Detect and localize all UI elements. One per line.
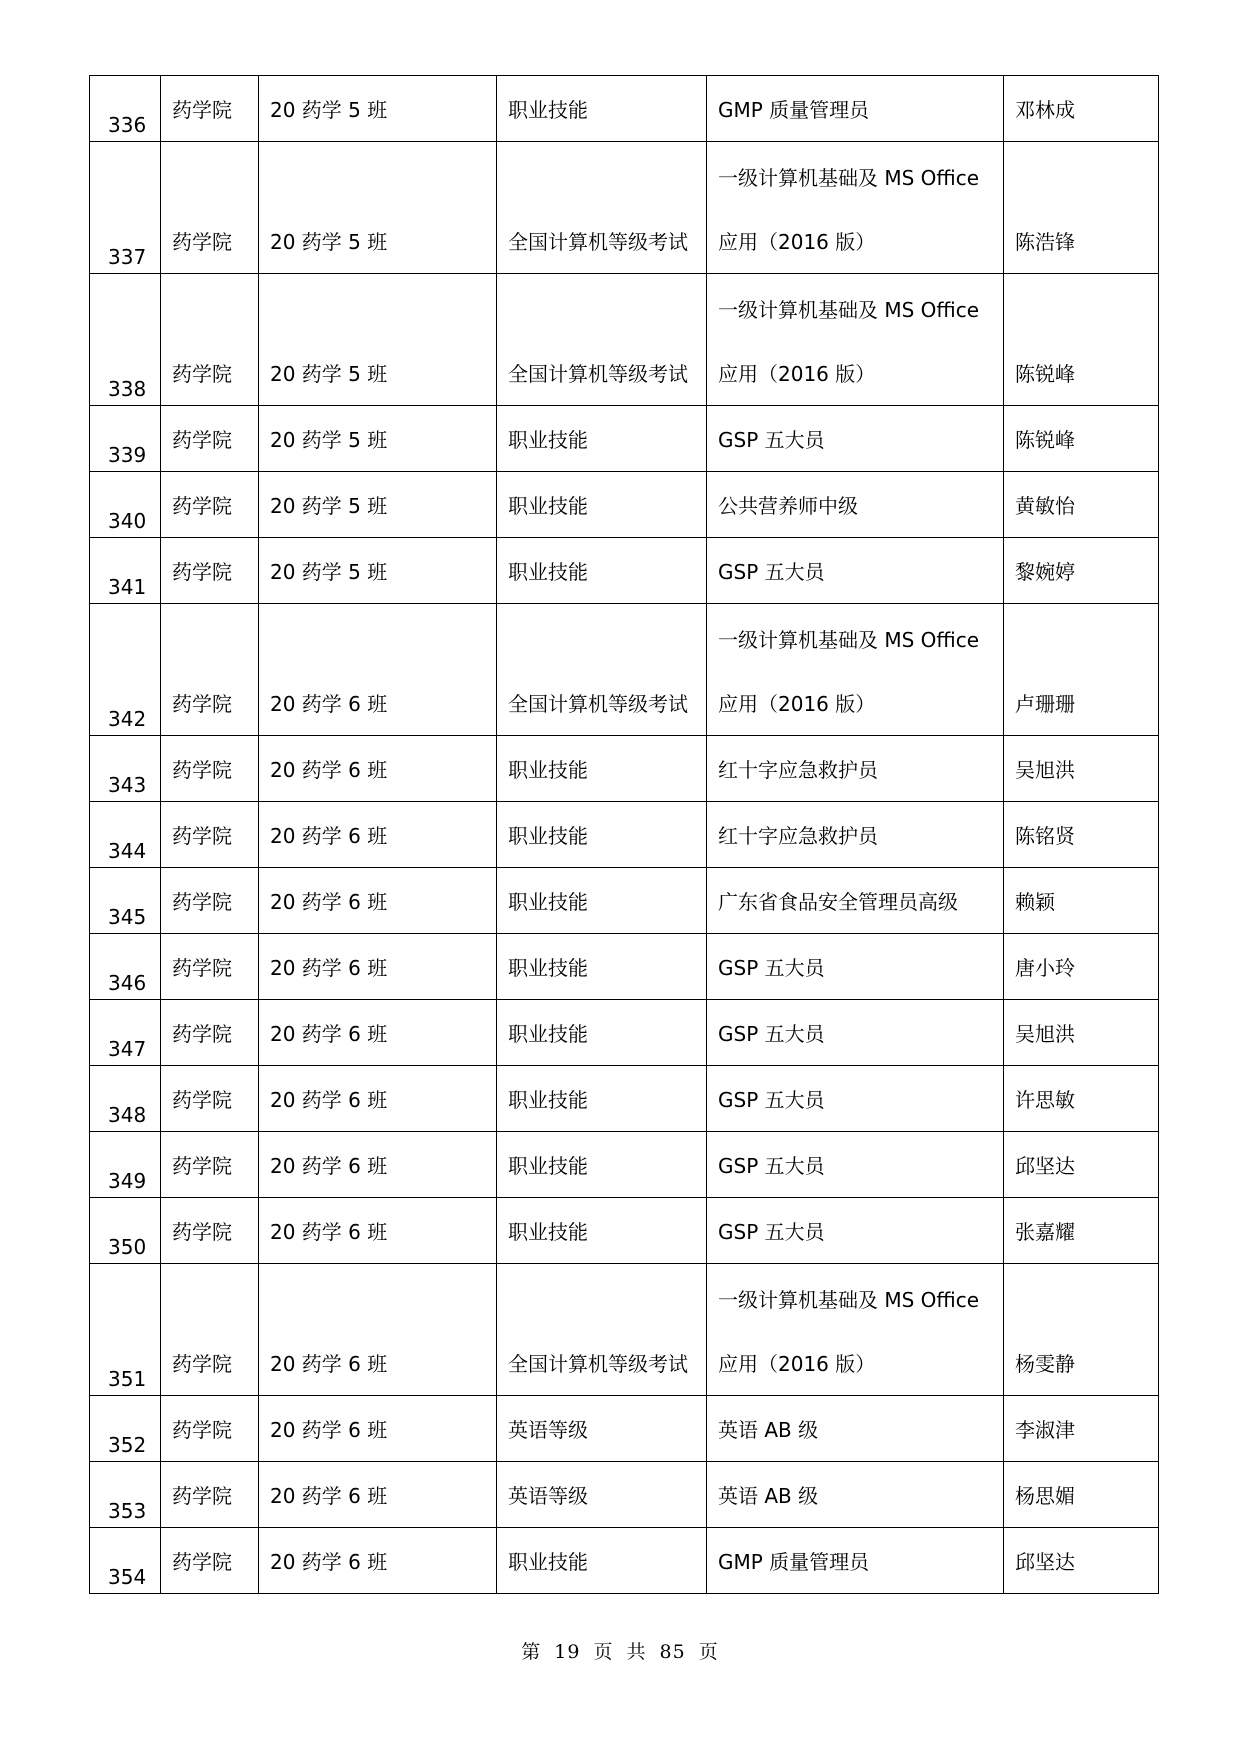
- category-cell: [497, 1528, 707, 1594]
- class-cell-text: 20 药学 6 班: [270, 1550, 388, 1574]
- records-table-wrapper: [89, 75, 1159, 1594]
- student-name-cell: [1004, 1528, 1159, 1594]
- row-number-text: 344: [108, 839, 147, 863]
- table-row: [90, 1198, 1159, 1264]
- college-cell: [161, 1066, 259, 1132]
- college-cell-text: 药学院: [172, 230, 232, 254]
- table-row: [90, 1132, 1159, 1198]
- certificate-cell: [707, 142, 1004, 274]
- table-row: [90, 76, 1159, 142]
- row-number: [90, 472, 161, 538]
- row-number: [90, 934, 161, 1000]
- category-cell: [497, 406, 707, 472]
- college-cell-text: 药学院: [172, 362, 232, 386]
- category-cell-text: 职业技能: [508, 98, 588, 122]
- category-cell: [497, 1000, 707, 1066]
- college-cell: [161, 604, 259, 736]
- college-cell: [161, 472, 259, 538]
- category-cell-text: 全国计算机等级考试: [508, 230, 688, 254]
- certificate-cell-text: GSP 五大员: [718, 956, 825, 980]
- category-cell-text: 职业技能: [508, 1154, 588, 1178]
- category-cell-text: 职业技能: [508, 428, 588, 452]
- certificate-cell: [707, 1396, 1004, 1462]
- category-cell-text: 职业技能: [508, 1220, 588, 1244]
- certificate-cell-text: GSP 五大员: [718, 428, 825, 452]
- certificate-cell: [707, 76, 1004, 142]
- college-cell-text: 药学院: [172, 1352, 232, 1376]
- category-cell: [497, 1066, 707, 1132]
- class-cell: [259, 1396, 497, 1462]
- row-number: [90, 802, 161, 868]
- class-cell: [259, 1132, 497, 1198]
- student-name-cell-text: 陈浩锋: [1015, 230, 1075, 254]
- category-cell: [497, 736, 707, 802]
- category-cell-text: 职业技能: [508, 824, 588, 848]
- class-cell: [259, 538, 497, 604]
- row-number-text: 351: [108, 1367, 147, 1391]
- student-name-cell-text: 邓林成: [1015, 98, 1075, 122]
- category-cell: [497, 1462, 707, 1528]
- category-cell-text: 职业技能: [508, 1088, 588, 1112]
- certificate-cell-text: GSP 五大员: [718, 1154, 825, 1178]
- certificate-cell: [707, 472, 1004, 538]
- college-cell-text: 药学院: [172, 428, 232, 452]
- row-number-text: 339: [108, 443, 147, 467]
- class-cell-text: 20 药学 5 班: [270, 98, 388, 122]
- row-number-text: 349: [108, 1169, 147, 1193]
- table-row: [90, 1396, 1159, 1462]
- table-row: [90, 934, 1159, 1000]
- college-cell: [161, 868, 259, 934]
- row-number-text: 338: [108, 377, 147, 401]
- class-cell-text: 20 药学 5 班: [270, 428, 388, 452]
- class-cell-text: 20 药学 5 班: [270, 494, 388, 518]
- student-name-cell: [1004, 1066, 1159, 1132]
- category-cell-text: 英语等级: [508, 1484, 588, 1508]
- table-row: [90, 1066, 1159, 1132]
- category-cell: [497, 76, 707, 142]
- certificate-line: 应用（2016 版）: [718, 692, 876, 716]
- class-cell: [259, 142, 497, 274]
- college-cell-text: 药学院: [172, 494, 232, 518]
- college-cell-text: 药学院: [172, 1550, 232, 1574]
- college-cell-text: 药学院: [172, 956, 232, 980]
- college-cell-text: 药学院: [172, 758, 232, 782]
- student-name-cell: [1004, 1462, 1159, 1528]
- certificate-cell-text: GSP 五大员: [718, 560, 825, 584]
- college-cell-text: 药学院: [172, 1088, 232, 1112]
- student-name-cell-text: 陈铭贤: [1015, 824, 1075, 848]
- records-table: [89, 75, 1159, 1594]
- row-number-text: 346: [108, 971, 147, 995]
- category-cell: [497, 1198, 707, 1264]
- row-number: [90, 1528, 161, 1594]
- class-cell-text: 20 药学 5 班: [270, 560, 388, 584]
- student-name-cell: [1004, 1264, 1159, 1396]
- student-name-cell: [1004, 472, 1159, 538]
- class-cell: [259, 934, 497, 1000]
- category-cell-text: 职业技能: [508, 494, 588, 518]
- student-name-cell: [1004, 1198, 1159, 1264]
- class-cell: [259, 802, 497, 868]
- table-row: [90, 274, 1159, 406]
- student-name-cell-text: 卢珊珊: [1015, 692, 1075, 716]
- certificate-cell: [707, 1462, 1004, 1528]
- row-number-text: 340: [108, 509, 147, 533]
- certificate-cell-text: GSP 五大员: [718, 1088, 825, 1112]
- category-cell: [497, 1396, 707, 1462]
- student-name-cell: [1004, 1000, 1159, 1066]
- table-row: [90, 472, 1159, 538]
- student-name-cell: [1004, 802, 1159, 868]
- class-cell: [259, 1462, 497, 1528]
- row-number: [90, 1396, 161, 1462]
- row-number-text: 336: [108, 113, 147, 137]
- row-number-text: 343: [108, 773, 147, 797]
- student-name-cell: [1004, 736, 1159, 802]
- student-name-cell-text: 吴旭洪: [1015, 758, 1075, 782]
- student-name-cell: [1004, 406, 1159, 472]
- student-name-cell-text: 杨雯静: [1015, 1352, 1075, 1376]
- class-cell: [259, 868, 497, 934]
- student-name-cell-text: 陈锐峰: [1015, 428, 1075, 452]
- student-name-cell-text: 唐小玲: [1015, 956, 1075, 980]
- table-row: [90, 802, 1159, 868]
- class-cell-text: 20 药学 6 班: [270, 890, 388, 914]
- certificate-cell: [707, 1528, 1004, 1594]
- page-footer: 第 19 页 共 85 页: [521, 1641, 719, 1663]
- class-cell: [259, 1528, 497, 1594]
- student-name-cell-text: 吴旭洪: [1015, 1022, 1075, 1046]
- student-name-cell: [1004, 868, 1159, 934]
- table-row: [90, 604, 1159, 736]
- row-number-text: 342: [108, 707, 147, 731]
- student-name-cell-text: 邱坚达: [1015, 1550, 1075, 1574]
- row-number-text: 352: [108, 1433, 147, 1457]
- certificate-line: 应用（2016 版）: [718, 1352, 876, 1376]
- class-cell: [259, 406, 497, 472]
- category-cell-text: 全国计算机等级考试: [508, 692, 688, 716]
- certificate-cell-text: 英语 AB 级: [718, 1418, 819, 1442]
- class-cell: [259, 274, 497, 406]
- class-cell-text: 20 药学 5 班: [270, 230, 388, 254]
- class-cell: [259, 1000, 497, 1066]
- certificate-line: 一级计算机基础及 MS Office: [718, 1288, 980, 1312]
- student-name-cell: [1004, 538, 1159, 604]
- table-row: [90, 406, 1159, 472]
- certificate-line: 应用（2016 版）: [718, 362, 876, 386]
- college-cell-text: 药学院: [172, 1154, 232, 1178]
- category-cell-text: 职业技能: [508, 890, 588, 914]
- student-name-cell: [1004, 934, 1159, 1000]
- class-cell-text: 20 药学 6 班: [270, 1352, 388, 1376]
- certificate-cell: [707, 406, 1004, 472]
- college-cell-text: 药学院: [172, 890, 232, 914]
- student-name-cell-text: 李淑津: [1015, 1418, 1075, 1442]
- student-name-cell-text: 赖颖: [1015, 890, 1055, 914]
- certificate-cell: [707, 736, 1004, 802]
- college-cell: [161, 142, 259, 274]
- college-cell: [161, 538, 259, 604]
- row-number: [90, 142, 161, 274]
- college-cell: [161, 76, 259, 142]
- category-cell: [497, 472, 707, 538]
- college-cell: [161, 802, 259, 868]
- class-cell: [259, 736, 497, 802]
- student-name-cell-text: 杨思媚: [1015, 1484, 1075, 1508]
- category-cell: [497, 934, 707, 1000]
- college-cell: [161, 1462, 259, 1528]
- category-cell: [497, 802, 707, 868]
- college-cell-text: 药学院: [172, 1484, 232, 1508]
- category-cell-text: 职业技能: [508, 560, 588, 584]
- table-row: [90, 1528, 1159, 1594]
- row-number: [90, 736, 161, 802]
- row-number: [90, 538, 161, 604]
- college-cell-text: 药学院: [172, 1418, 232, 1442]
- certificate-cell: [707, 274, 1004, 406]
- row-number: [90, 604, 161, 736]
- table-row: [90, 1264, 1159, 1396]
- class-cell: [259, 1066, 497, 1132]
- student-name-cell-text: 张嘉耀: [1015, 1220, 1075, 1244]
- row-number: [90, 1066, 161, 1132]
- class-cell: [259, 604, 497, 736]
- category-cell-text: 全国计算机等级考试: [508, 362, 688, 386]
- college-cell: [161, 1528, 259, 1594]
- category-cell-text: 职业技能: [508, 758, 588, 782]
- certificate-cell-text: 广东省食品安全管理员高级: [718, 890, 958, 914]
- category-cell: [497, 538, 707, 604]
- class-cell-text: 20 药学 6 班: [270, 758, 388, 782]
- class-cell-text: 20 药学 6 班: [270, 1022, 388, 1046]
- student-name-cell: [1004, 1132, 1159, 1198]
- category-cell-text: 全国计算机等级考试: [508, 1352, 688, 1376]
- class-cell-text: 20 药学 6 班: [270, 1418, 388, 1442]
- class-cell-text: 20 药学 6 班: [270, 956, 388, 980]
- student-name-cell: [1004, 142, 1159, 274]
- row-number: [90, 406, 161, 472]
- certificate-cell-text: GMP 质量管理员: [718, 98, 870, 122]
- college-cell-text: 药学院: [172, 1220, 232, 1244]
- college-cell: [161, 934, 259, 1000]
- college-cell: [161, 1132, 259, 1198]
- certificate-cell: [707, 1000, 1004, 1066]
- row-number: [90, 1264, 161, 1396]
- certificate-cell-text: 公共营养师中级: [718, 494, 858, 518]
- row-number: [90, 1132, 161, 1198]
- row-number: [90, 274, 161, 406]
- certificate-cell-text: GSP 五大员: [718, 1220, 825, 1244]
- college-cell: [161, 1000, 259, 1066]
- student-name-cell-text: 黄敏怡: [1015, 494, 1075, 518]
- student-name-cell: [1004, 604, 1159, 736]
- row-number-text: 341: [108, 575, 147, 599]
- certificate-cell: [707, 934, 1004, 1000]
- college-cell-text: 药学院: [172, 692, 232, 716]
- row-number-text: 348: [108, 1103, 147, 1127]
- college-cell: [161, 1198, 259, 1264]
- certificate-cell-text: GMP 质量管理员: [718, 1550, 870, 1574]
- category-cell: [497, 1264, 707, 1396]
- category-cell-text: 英语等级: [508, 1418, 588, 1442]
- class-cell-text: 20 药学 6 班: [270, 1484, 388, 1508]
- class-cell-text: 20 药学 6 班: [270, 692, 388, 716]
- student-name-cell-text: 陈锐峰: [1015, 362, 1075, 386]
- student-name-cell: [1004, 76, 1159, 142]
- row-number-text: 350: [108, 1235, 147, 1259]
- student-name-cell: [1004, 274, 1159, 406]
- category-cell: [497, 1132, 707, 1198]
- certificate-cell: [707, 802, 1004, 868]
- college-cell: [161, 406, 259, 472]
- row-number: [90, 1462, 161, 1528]
- category-cell-text: 职业技能: [508, 956, 588, 980]
- table-row: [90, 538, 1159, 604]
- row-number-text: 337: [108, 245, 147, 269]
- college-cell-text: 药学院: [172, 560, 232, 584]
- class-cell: [259, 472, 497, 538]
- student-name-cell-text: 邱坚达: [1015, 1154, 1075, 1178]
- row-number-text: 347: [108, 1037, 147, 1061]
- certificate-line: 一级计算机基础及 MS Office: [718, 166, 980, 190]
- row-number: [90, 1198, 161, 1264]
- class-cell-text: 20 药学 6 班: [270, 1154, 388, 1178]
- certificate-cell: [707, 604, 1004, 736]
- college-cell-text: 药学院: [172, 98, 232, 122]
- certificate-line: 一级计算机基础及 MS Office: [718, 298, 980, 322]
- category-cell: [497, 142, 707, 274]
- college-cell: [161, 1396, 259, 1462]
- certificate-cell: [707, 1264, 1004, 1396]
- category-cell: [497, 604, 707, 736]
- certificate-cell-text: GSP 五大员: [718, 1022, 825, 1046]
- college-cell: [161, 274, 259, 406]
- certificate-cell-text: 红十字应急救护员: [718, 824, 878, 848]
- class-cell-text: 20 药学 6 班: [270, 1220, 388, 1244]
- student-name-cell-text: 许思敏: [1015, 1088, 1075, 1112]
- student-name-cell: [1004, 1396, 1159, 1462]
- category-cell: [497, 868, 707, 934]
- class-cell-text: 20 药学 6 班: [270, 824, 388, 848]
- certificate-cell: [707, 1132, 1004, 1198]
- certificate-cell-text: 红十字应急救护员: [718, 758, 878, 782]
- row-number-text: 354: [108, 1565, 147, 1589]
- category-cell: [497, 274, 707, 406]
- row-number: [90, 1000, 161, 1066]
- certificate-cell: [707, 538, 1004, 604]
- category-cell-text: 职业技能: [508, 1022, 588, 1046]
- records-table-body: [90, 76, 1159, 1594]
- certificate-line: 一级计算机基础及 MS Office: [718, 628, 980, 652]
- table-row: [90, 1462, 1159, 1528]
- row-number: [90, 76, 161, 142]
- table-row: [90, 1000, 1159, 1066]
- class-cell-text: 20 药学 6 班: [270, 1088, 388, 1112]
- class-cell: [259, 1198, 497, 1264]
- table-row: [90, 868, 1159, 934]
- certificate-cell: [707, 1066, 1004, 1132]
- certificate-cell: [707, 868, 1004, 934]
- college-cell-text: 药学院: [172, 824, 232, 848]
- certificate-cell-text: 英语 AB 级: [718, 1484, 819, 1508]
- table-row: [90, 736, 1159, 802]
- row-number: [90, 868, 161, 934]
- class-cell: [259, 76, 497, 142]
- college-cell: [161, 736, 259, 802]
- row-number-text: 353: [108, 1499, 147, 1523]
- certificate-line: 应用（2016 版）: [718, 230, 876, 254]
- class-cell: [259, 1264, 497, 1396]
- row-number-text: 345: [108, 905, 147, 929]
- table-row: [90, 142, 1159, 274]
- student-name-cell-text: 黎婉婷: [1015, 560, 1075, 584]
- category-cell-text: 职业技能: [508, 1550, 588, 1574]
- college-cell: [161, 1264, 259, 1396]
- college-cell-text: 药学院: [172, 1022, 232, 1046]
- class-cell-text: 20 药学 5 班: [270, 362, 388, 386]
- certificate-cell: [707, 1198, 1004, 1264]
